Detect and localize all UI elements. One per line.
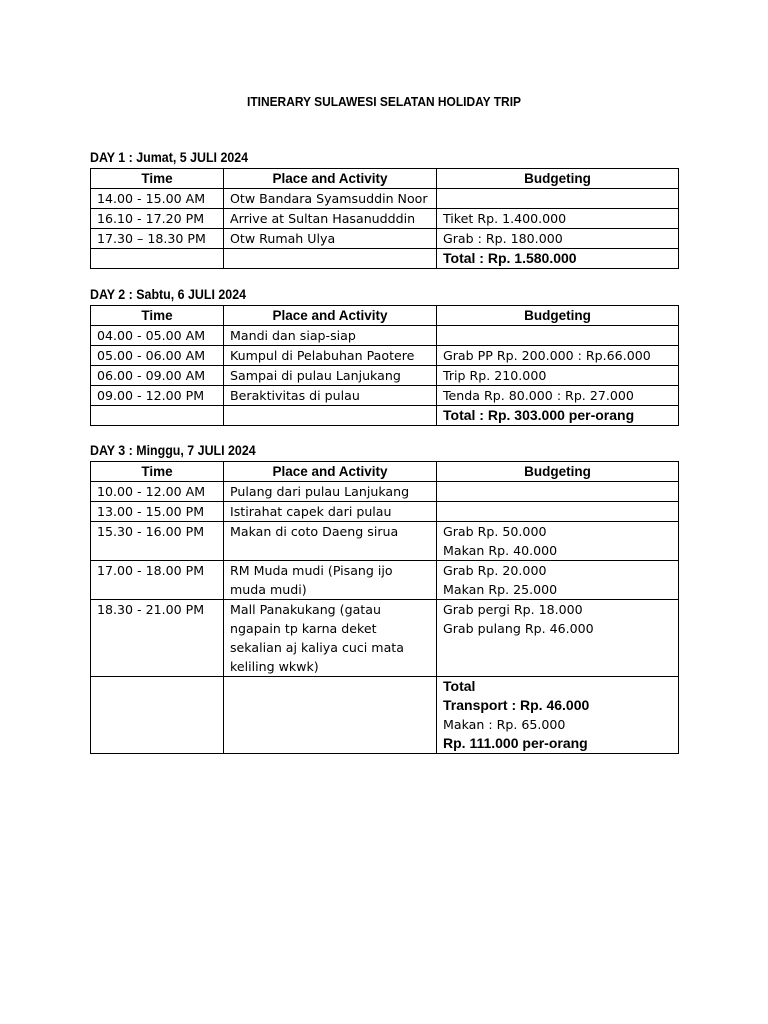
place-cell: Sampai di pulau Lanjukang xyxy=(224,366,437,386)
budget-cell xyxy=(437,326,679,346)
budget-line: Grab pergi Rp. 18.000 xyxy=(443,602,583,617)
day-2-total: Total : Rp. 303.000 per-orang xyxy=(437,406,679,426)
day-1-heading: DAY 1 : Jumat, 5 JULI 2024 xyxy=(90,150,249,165)
document-title: ITINERARY SULAWESI SELATAN HOLIDAY TRIP xyxy=(246,94,521,109)
time-cell: 06.00 - 09.00 AM xyxy=(91,366,224,386)
time-cell: 18.30 - 21.00 PM xyxy=(91,600,224,677)
budget-cell: Tiket Rp. 1.400.000 xyxy=(437,209,679,229)
grand-total: Rp. 111.000 per-orang xyxy=(443,735,588,751)
table-row xyxy=(91,522,679,561)
total-row xyxy=(91,677,679,754)
total-row xyxy=(91,249,679,269)
table-row xyxy=(91,229,679,249)
budget-line: Grab Rp. 20.000 xyxy=(443,563,547,578)
budget-cell xyxy=(437,502,679,522)
day-2-table xyxy=(90,305,679,426)
transport-total: Transport : Rp. 46.000 xyxy=(443,697,590,713)
header-place: Place and Activity xyxy=(224,306,437,326)
time-cell: 10.00 - 12.00 AM xyxy=(91,482,224,502)
time-cell: 09.00 - 12.00 PM xyxy=(91,386,224,406)
table-row xyxy=(91,502,679,522)
day-1-total: Total : Rp. 1.580.000 xyxy=(437,249,679,269)
time-cell: 13.00 - 15.00 PM xyxy=(91,502,224,522)
budget-cell xyxy=(437,189,679,209)
header-time: Time xyxy=(91,306,224,326)
total-row xyxy=(91,406,679,426)
time-cell: 17.30 – 18.30 PM xyxy=(91,229,224,249)
day-3-heading: DAY 3 : Minggu, 7 JULI 2024 xyxy=(90,443,256,458)
table-row xyxy=(91,600,679,677)
budget-cell xyxy=(437,561,679,600)
place-cell: Beraktivitas di pulau xyxy=(224,386,437,406)
table-row xyxy=(91,366,679,386)
budget-line: Makan Rp. 40.000 xyxy=(443,543,558,558)
place-cell: RM Muda mudi (Pisang ijo muda mudi) xyxy=(224,561,437,600)
budget-line: Makan Rp. 25.000 xyxy=(443,582,558,597)
header-time: Time xyxy=(91,169,224,189)
header-budget: Budgeting xyxy=(437,169,679,189)
header-time: Time xyxy=(91,462,224,482)
budget-cell xyxy=(437,522,679,561)
place-cell: Otw Bandara Syamsuddin Noor xyxy=(224,189,437,209)
table-row xyxy=(91,482,679,502)
budget-cell: Tenda Rp. 80.000 : Rp. 27.000 xyxy=(437,386,679,406)
time-cell: 14.00 - 15.00 AM xyxy=(91,189,224,209)
time-cell: 15.30 - 16.00 PM xyxy=(91,522,224,561)
day-2-heading: DAY 2 : Sabtu, 6 JULI 2024 xyxy=(90,287,247,302)
header-place: Place and Activity xyxy=(224,169,437,189)
day-3-total xyxy=(437,677,679,754)
table-row xyxy=(91,386,679,406)
place-cell: Istirahat capek dari pulau xyxy=(224,502,437,522)
header-budget: Budgeting xyxy=(437,462,679,482)
place-cell: Mandi dan siap-siap xyxy=(224,326,437,346)
table-header-row xyxy=(91,306,679,326)
table-row xyxy=(91,209,679,229)
table-row xyxy=(91,346,679,366)
budget-cell: Grab PP Rp. 200.000 : Rp.66.000 xyxy=(437,346,679,366)
time-cell: 17.00 - 18.00 PM xyxy=(91,561,224,600)
place-cell: Mall Panakukang (gatau ngapain tp karna deket sekalian aj kaliya cuci mata keliling wkwk) xyxy=(224,600,437,677)
time-cell: 05.00 - 06.00 AM xyxy=(91,346,224,366)
makan-total: Makan : Rp. 65.000 xyxy=(443,717,566,732)
budget-line: Grab Rp. 50.000 xyxy=(443,524,547,539)
table-row xyxy=(91,189,679,209)
budget-line: Grab pulang Rp. 46.000 xyxy=(443,621,594,636)
header-budget: Budgeting xyxy=(437,306,679,326)
budget-cell xyxy=(437,600,679,677)
place-cell: Makan di coto Daeng sirua xyxy=(224,522,437,561)
day-3-table xyxy=(90,461,679,754)
total-label: Total xyxy=(443,678,476,694)
time-cell: 04.00 - 05.00 AM xyxy=(91,326,224,346)
budget-cell xyxy=(437,482,679,502)
table-header-row xyxy=(91,462,679,482)
header-place: Place and Activity xyxy=(224,462,437,482)
table-header-row xyxy=(91,169,679,189)
time-cell: 16.10 - 17.20 PM xyxy=(91,209,224,229)
day-1-table xyxy=(90,168,679,269)
place-cell: Otw Rumah Ulya xyxy=(224,229,437,249)
place-cell: Kumpul di Pelabuhan Paotere xyxy=(224,346,437,366)
budget-cell: Trip Rp. 210.000 xyxy=(437,366,679,386)
place-cell: Arrive at Sultan Hasanudddin xyxy=(224,209,437,229)
budget-cell: Grab : Rp. 180.000 xyxy=(437,229,679,249)
table-row xyxy=(91,326,679,346)
table-row xyxy=(91,561,679,600)
place-cell: Pulang dari pulau Lanjukang xyxy=(224,482,437,502)
